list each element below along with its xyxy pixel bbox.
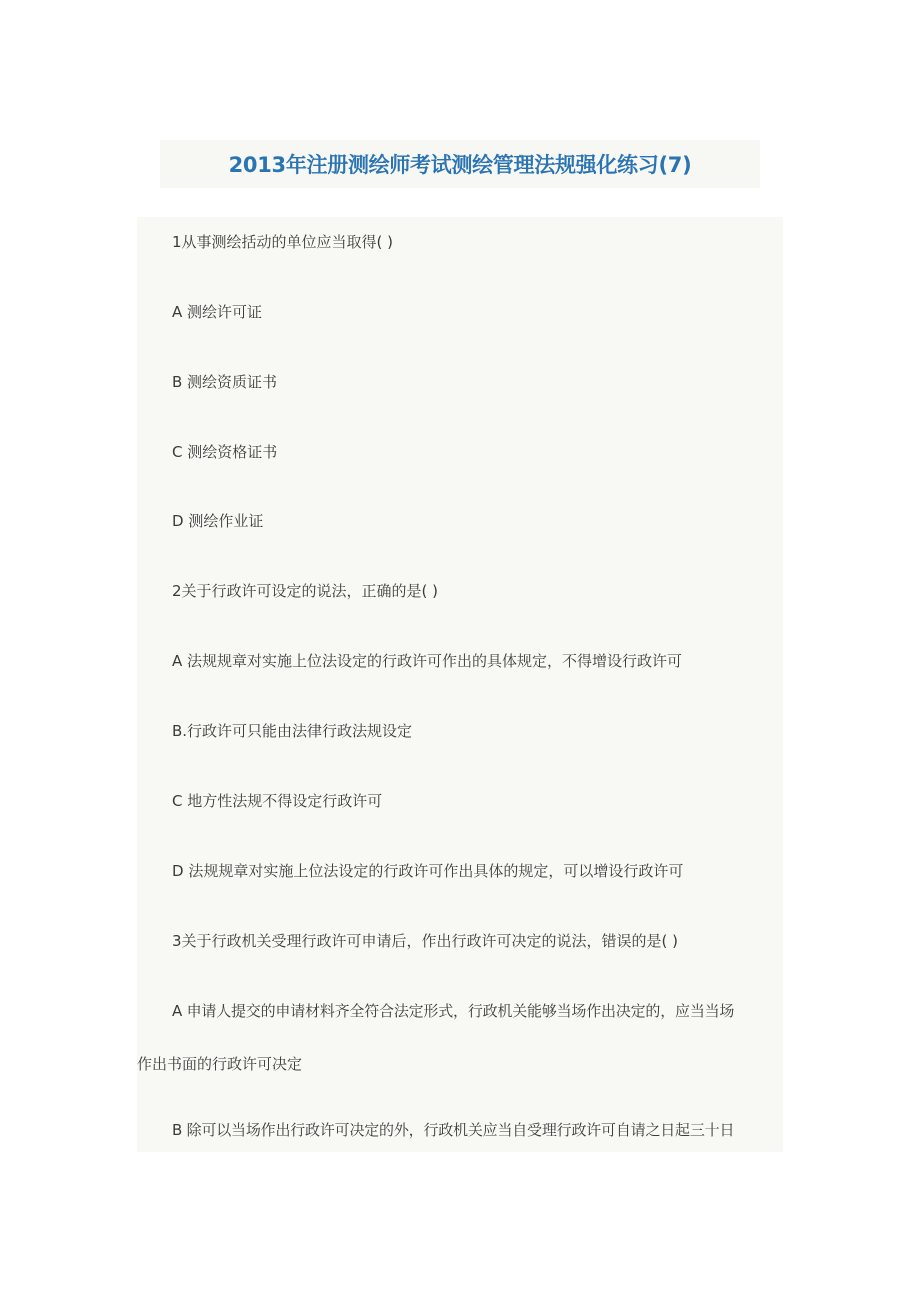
question-2: 2关于行政许可设定的说法，正确的是( ): [172, 582, 439, 600]
question-1-option-b: B 测绘资质证书: [172, 373, 278, 391]
question-3: 3关于行政机关受理行政许可申请后，作出行政许可决定的说法，错误的是( ): [172, 932, 679, 950]
question-3-option-a: [137, 1001, 783, 1074]
title-bar: [160, 140, 760, 188]
question-2-option-d: D 法规规章对实施上位法设定的行政许可作出具体的规定，可以增设行政许可: [172, 862, 684, 880]
question-3-option-a-line-2: 作出书面的行政许可决定: [137, 1055, 303, 1073]
content-panel: [137, 217, 783, 1152]
question-1-option-c: C 测绘资格证书: [172, 443, 278, 461]
question-1-option-d: D 测绘作业证: [172, 512, 264, 530]
question-1: 1从事测绘括动的单位应当取得( ): [172, 233, 394, 251]
question-3-option-b-line-1: B 除可以当场作出行政许可决定的外，行政机关应当自受理行政许可自请之日起三十日: [172, 1121, 735, 1139]
question-3-option-a-line-1: A 申请人提交的申请材料齐全符合法定形式，行政机关能够当场作出决定的，应当当场: [172, 1002, 735, 1020]
question-2-option-b: B.行政许可只能由法律行政法规设定: [172, 722, 413, 740]
question-2-option-c: C 地方性法规不得设定行政许可: [172, 792, 383, 810]
document-title: 2013年注册测绘师考试测绘管理法规强化练习(7): [228, 153, 692, 177]
question-2-option-a: A 法规规章对实施上位法设定的行政许可作出的具体规定，不得增设行政许可: [172, 652, 683, 670]
question-3-option-b: [137, 1120, 783, 1140]
question-1-option-a: A 测绘许可证: [172, 303, 263, 321]
